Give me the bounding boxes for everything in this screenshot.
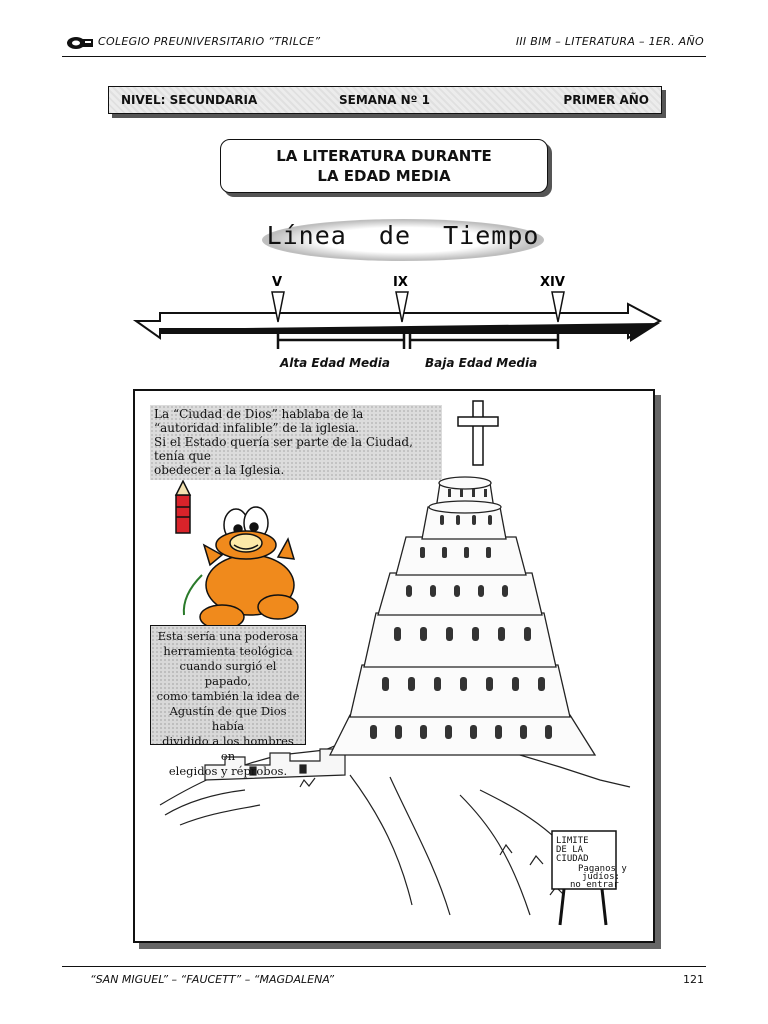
century-v: V — [272, 275, 283, 290]
title-line-1: LA LITERATURA DURANTE — [276, 147, 492, 165]
level-bar — [108, 86, 662, 114]
school-logo-icon — [66, 36, 94, 50]
cartoon-cat-icon — [176, 481, 298, 629]
quote-top-line-4: obedecer a la Iglesia. — [154, 463, 285, 477]
sign-line-2: DE LA — [556, 845, 584, 855]
quote-bottom-line-1: Esta sería una poderosa — [157, 629, 299, 643]
title-line-2: LA EDAD MEDIA — [317, 167, 451, 185]
sign-line-5: judíos: — [582, 872, 620, 882]
century-ix: IX — [393, 275, 408, 290]
timeline-heading: Línea de Tiempo — [266, 221, 540, 250]
sign-line-1: LIMITE — [556, 836, 589, 846]
century-xiv: XIV — [540, 275, 565, 290]
city-limit-sign — [552, 831, 627, 925]
level-label: NIVEL: SECUNDARIA — [121, 93, 258, 107]
footer-places: “SAN MIGUEL” – “FAUCETT” – “MAGDALENA” — [90, 973, 335, 986]
sign-line-6: no entrar — [570, 880, 619, 890]
year-label: PRIMER AÑO — [563, 93, 649, 107]
sign-line-4: Paganos y — [578, 864, 627, 874]
tower — [330, 477, 595, 755]
timeline-diagram — [130, 268, 670, 380]
quote-bottom-line-3: cuando surgió el papado, — [179, 659, 277, 688]
quote-bottom-line-5: Agustín de que Dios había — [169, 704, 287, 733]
week-label: SEMANA Nº 1 — [339, 93, 430, 107]
page-number: 121 — [683, 973, 704, 986]
quote-bottom-line-2: herramienta teológica — [163, 644, 293, 658]
bimester-label: III BIM – LITERATURA – 1ER. AÑO — [515, 35, 704, 48]
quote-ciudad-de-dios — [150, 405, 442, 480]
quote-bottom-line-7: elegidos y réprobos. — [168, 764, 288, 778]
page-footer — [62, 966, 706, 987]
quote-herramienta-teologica — [150, 625, 306, 778]
school-name: COLEGIO PREUNIVERSITARIO “TRILCE” — [98, 35, 321, 48]
quote-bottom-line-6: dividido a los hombres en — [162, 734, 294, 763]
timeline-arrow — [136, 304, 660, 342]
era-baja: Baja Edad Media — [425, 356, 538, 370]
cross-icon — [458, 401, 498, 465]
era-alta: Alta Edad Media — [280, 356, 390, 370]
quote-top-line-1: La “Ciudad de Dios” hablaba de la — [154, 407, 364, 421]
page-header — [62, 30, 706, 57]
quote-top-line-2: “autoridad infalible” de la iglesia. — [154, 421, 360, 435]
quote-bottom-line-4: como también la idea de — [156, 689, 300, 703]
page-title — [220, 139, 548, 193]
quote-top-line-3: Si el Estado quería ser parte de la Ciudad, tenía que — [154, 435, 413, 463]
sign-line-3: CIUDAD — [556, 854, 589, 864]
